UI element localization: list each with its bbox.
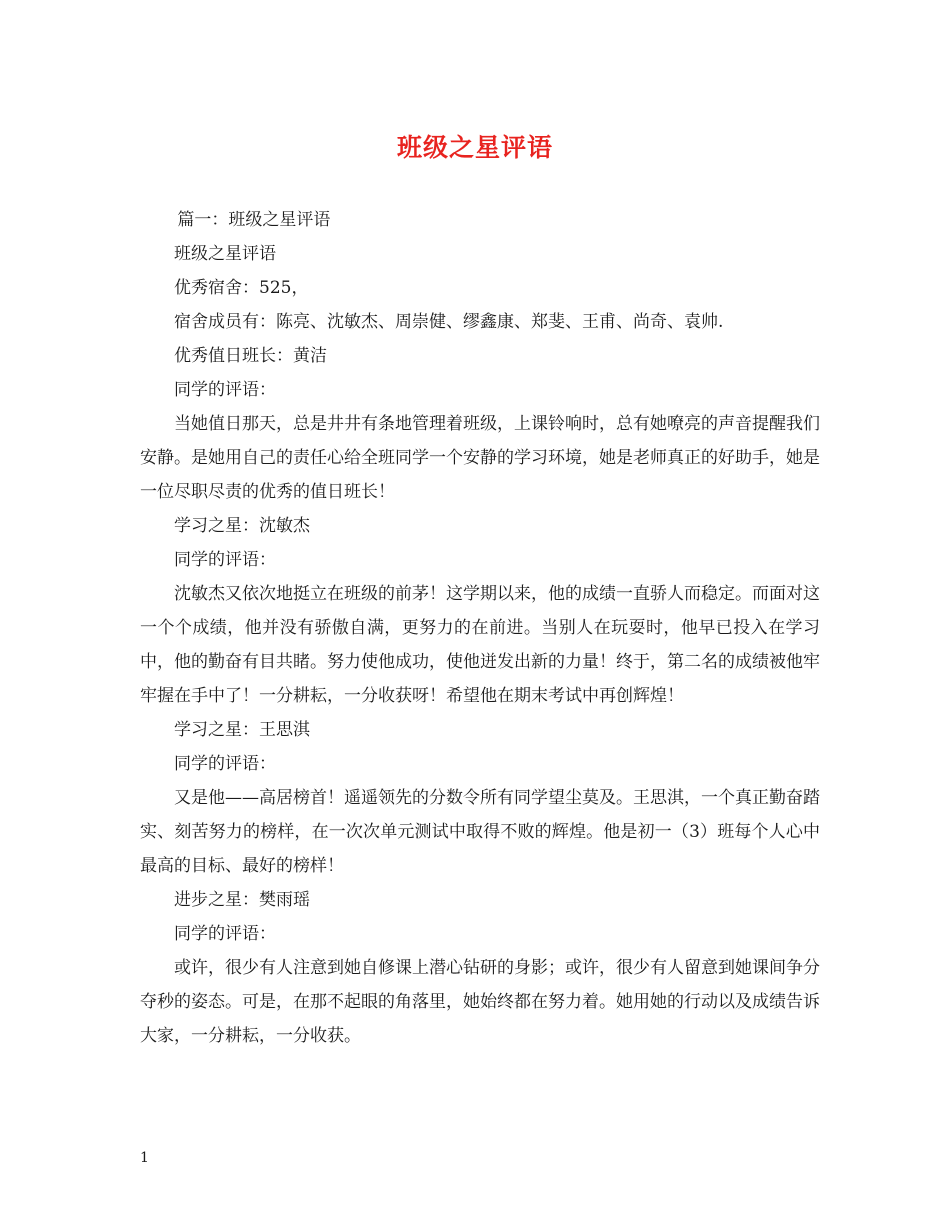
- page-number: 1: [140, 1150, 149, 1166]
- document-body: [140, 203, 820, 1053]
- paragraph: 宿舍成员有：陈亮、沈敏杰、周崇健、缪鑫康、郑斐、王甫、尚奇、袁帅.: [174, 312, 724, 332]
- paragraph: 优秀值日班长：黄洁: [174, 346, 327, 366]
- document-title: 班级之星评语: [396, 133, 553, 162]
- paragraph: 同学的评语：: [174, 924, 276, 944]
- paragraph: 学习之星：沈敏杰: [174, 516, 310, 536]
- paragraph: 或许，很少有人注意到她自修课上潜心钻研的身影；或许，很少有人留意到她课间争分夺秒的姿态。可是，在那不起眼的角落里，她始终都在努力着。她用她的行动以及成绩告诉大家，一分耕耘，一分收获。: [140, 958, 820, 1046]
- paragraph: 班级之星评语: [174, 244, 276, 264]
- paragraph: 学习之星：王思淇: [174, 720, 310, 740]
- paragraph: 同学的评语：: [174, 550, 276, 570]
- paragraph: 沈敏杰又依次地挺立在班级的前茅！这学期以来，他的成绩一直骄人而稳定。而面对这一个个成绩，他并没有骄傲自满，更努力的在前进。当别人在玩耍时，他早已投入在学习中，他的勤奋有目共睹。努力使他成功，使他迸发出新的力量！终于，第二名的成绩被他牢牢握在手中了！一分耕耘，一分收获呀！希望他在期末考试中再创辉煌！: [140, 584, 820, 706]
- section-heading: 篇一：班级之星评语: [177, 210, 331, 230]
- paragraph: 优秀宿舍：525，: [174, 278, 309, 298]
- paragraph: 同学的评语：: [174, 380, 276, 400]
- paragraph: 当她值日那天，总是井井有条地管理着班级，上课铃响时，总有她嘹亮的声音提醒我们安静。是她用自己的责任心给全班同学一个安静的学习环境，她是老师真正的好助手，她是一位尽职尽责的优秀的值日班长！: [140, 414, 820, 502]
- paragraph: 进步之星：樊雨瑶: [174, 890, 310, 910]
- paragraph: 又是他——高居榜首！遥遥领先的分数令所有同学望尘莫及。王思淇，一个真正勤奋踏实、刻苦努力的榜样，在一次次单元测试中取得不败的辉煌。他是初一（3）班每个人心中最高的目标、最好的榜样！: [140, 788, 820, 876]
- paragraph: 同学的评语：: [174, 754, 276, 774]
